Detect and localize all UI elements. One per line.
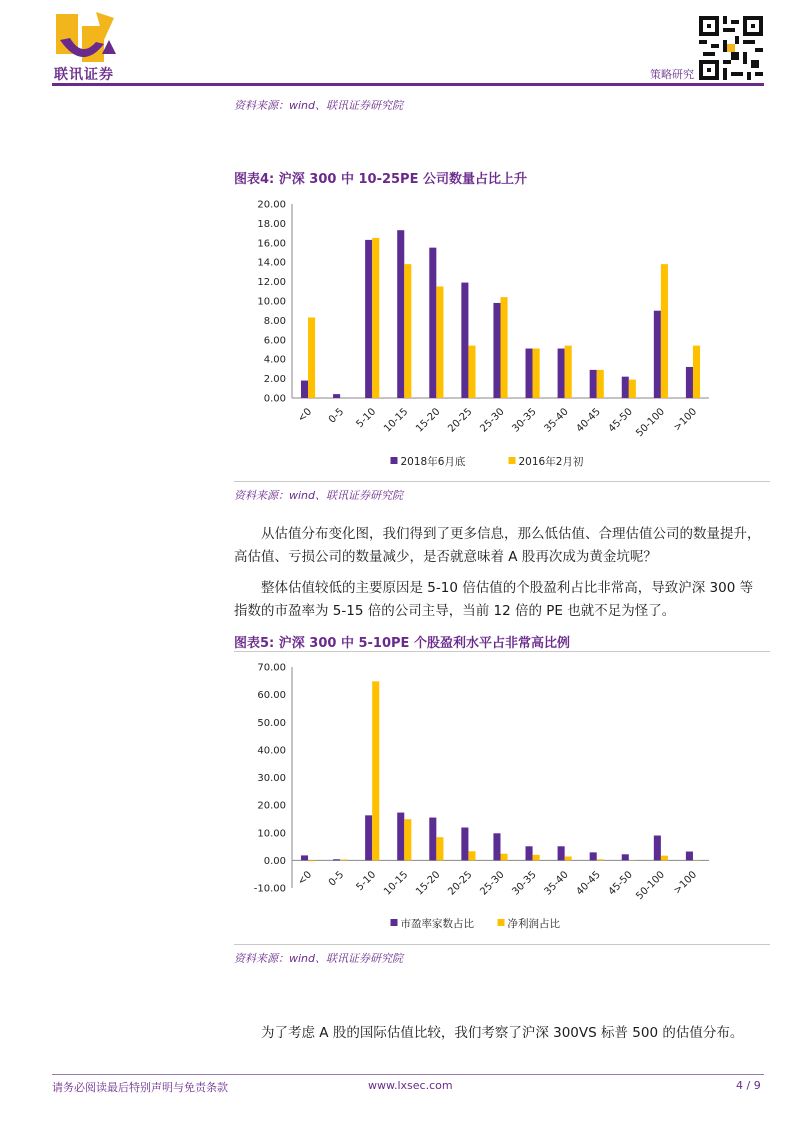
figure-4-title: 图表4: 沪深 300 中 10-25PE 公司数量占比上升	[234, 172, 527, 187]
x-tick-label: 5-10	[354, 406, 379, 431]
x-tick-label: 10-15	[382, 406, 411, 435]
x-tick-label: >100	[671, 406, 700, 434]
bar-series-1	[493, 833, 500, 860]
bar-series-1	[333, 394, 340, 398]
bar-series-2	[436, 286, 443, 398]
bar-series-1	[590, 370, 597, 398]
y-tick-label: 70.00	[257, 662, 286, 674]
paragraph-1: 从估值分布变化图，我们得到了更多信息，那么低估值、合理估值公司的数量提升，高估值、亏损公司的数量减少，是否就意味着 A 股再次成为黄金坑呢？	[234, 526, 761, 565]
bar-series-2	[565, 857, 572, 861]
bar-series-2	[533, 349, 540, 398]
x-tick-label: 10-15	[382, 869, 411, 898]
bar-series-1	[686, 852, 693, 861]
y-tick-label: 40.00	[257, 745, 286, 757]
figure-5-svg	[234, 654, 770, 938]
bar-series-2	[693, 346, 700, 398]
y-tick-label: 50.00	[257, 717, 286, 729]
footer-page-number: 4 / 9	[736, 1079, 761, 1092]
y-tick-label: 12.00	[257, 277, 286, 289]
footer-divider	[52, 1074, 764, 1075]
bar-series-1	[461, 828, 468, 861]
y-tick-label: 30.00	[257, 773, 286, 784]
x-tick-label: 5-10	[354, 869, 379, 894]
legend-label: 市盈率家数占比	[400, 918, 474, 930]
legend-label: 2016年2月初	[518, 456, 584, 468]
legend-label: 2018年6月底	[400, 456, 466, 468]
x-tick-label: 20-25	[446, 406, 475, 435]
bar-series-1	[397, 230, 404, 398]
bar-series-2	[308, 317, 315, 398]
bar-series-2	[629, 380, 636, 398]
y-tick-label: 10.00	[257, 296, 286, 308]
bar-series-2	[404, 819, 411, 860]
x-tick-label: 0-5	[326, 869, 347, 889]
bar-series-2	[661, 264, 668, 398]
bar-series-2	[436, 837, 443, 860]
legend-swatch	[391, 457, 398, 464]
bar-series-1	[397, 813, 404, 861]
figure-4-chart	[234, 188, 770, 482]
bar-series-1	[493, 303, 500, 398]
bar-series-2	[372, 681, 379, 860]
bar-series-2	[565, 346, 572, 398]
x-tick-label: <0	[295, 869, 315, 888]
x-tick-label: 35-40	[542, 869, 571, 898]
bar-series-1	[654, 311, 661, 398]
figure-5-source: 资料来源：wind、联讯证券研究院	[234, 952, 404, 965]
figure-4-divider	[234, 481, 770, 482]
figure-5-chart	[234, 654, 770, 942]
bar-series-2	[404, 264, 411, 398]
bar-series-1	[429, 818, 436, 861]
x-tick-label: 50-100	[634, 406, 668, 440]
bar-series-1	[301, 381, 308, 398]
bar-series-2	[661, 856, 668, 861]
y-tick-label: 6.00	[263, 335, 286, 347]
legend-swatch	[498, 919, 505, 926]
bar-series-1	[526, 846, 533, 860]
bar-series-2	[372, 238, 379, 398]
bar-series-2	[468, 346, 475, 398]
x-tick-label: 30-35	[510, 406, 539, 435]
figure-5-title: 图表5: 沪深 300 中 5-10PE 个股盈利水平占非常高比例	[234, 636, 570, 651]
figure-5-title-divider	[234, 651, 770, 652]
bar-series-1	[654, 836, 661, 861]
x-tick-label: >100	[671, 869, 700, 897]
footer-url[interactable]: www.lxsec.com	[368, 1079, 453, 1092]
bar-series-2	[308, 860, 315, 861]
y-tick-label: 2.00	[263, 374, 286, 386]
x-tick-label: 40-45	[574, 406, 603, 435]
y-tick-label: 8.00	[263, 315, 286, 327]
bar-series-1	[429, 248, 436, 398]
logo-text: 联讯证券	[54, 67, 114, 83]
bar-series-1	[365, 240, 372, 398]
bar-series-1	[461, 283, 468, 398]
bar-series-1	[622, 377, 629, 398]
y-tick-label: 0.00	[263, 393, 286, 405]
bar-series-2	[468, 851, 475, 860]
x-tick-label: <0	[295, 406, 315, 425]
x-tick-label: 15-20	[414, 869, 443, 898]
bar-series-2	[597, 370, 604, 398]
y-tick-label: 10.00	[257, 828, 286, 840]
x-tick-label: 25-30	[478, 406, 507, 435]
figure-4-svg	[234, 188, 770, 478]
bar-series-2	[501, 854, 508, 861]
x-tick-label: 15-20	[414, 406, 443, 435]
x-tick-label: 0-5	[326, 406, 347, 426]
bar-series-1	[365, 815, 372, 860]
figure-4-source: 资料来源：wind、联讯证券研究院	[234, 489, 404, 502]
header-divider	[52, 83, 764, 86]
y-tick-label: 16.00	[257, 238, 286, 250]
bar-series-1	[558, 846, 565, 860]
y-tick-label: 20.00	[257, 199, 286, 211]
y-tick-label: 4.00	[263, 354, 286, 366]
source-note-top: 资料来源：wind、联讯证券研究院	[234, 99, 404, 112]
bar-series-1	[686, 367, 693, 398]
y-tick-label: 18.00	[257, 218, 286, 230]
bar-series-2	[533, 855, 540, 861]
bar-series-2	[597, 859, 604, 860]
bar-series-1	[333, 859, 340, 860]
x-tick-label: 50-100	[634, 869, 668, 903]
section-label: 策略研究	[650, 68, 694, 81]
y-tick-label: 60.00	[257, 690, 286, 702]
bar-series-1	[301, 855, 308, 860]
bar-series-1	[558, 349, 565, 398]
x-tick-label: 40-45	[574, 869, 603, 898]
legend-swatch	[509, 457, 516, 464]
y-tick-label: 20.00	[257, 800, 286, 812]
figure-5-divider	[234, 944, 770, 945]
legend-label: 净利润占比	[507, 918, 560, 930]
x-tick-label: 45-50	[606, 406, 635, 435]
y-tick-label: 14.00	[257, 257, 286, 269]
bar-series-2	[501, 297, 508, 398]
footer-disclaimer: 请务必阅读最后特别声明与免责条款	[52, 1081, 228, 1094]
bar-series-1	[590, 852, 597, 860]
qr-code-icon	[699, 16, 763, 80]
x-tick-label: 20-25	[446, 869, 475, 898]
bar-series-1	[526, 349, 533, 398]
x-tick-label: 35-40	[542, 406, 571, 435]
x-tick-label: 30-35	[510, 869, 539, 898]
paragraph-2: 整体估值较低的主要原因是 5-10 倍估值的个股盈利占比非常高，导致沪深 300 等指数的市盈率为 5-15 倍的公司主导，当前 12 倍的 PE 也就不足为怪了。	[234, 580, 754, 619]
legend-swatch	[391, 919, 398, 926]
y-tick-label: 0.00	[263, 855, 286, 867]
x-tick-label: 25-30	[478, 869, 507, 898]
paragraph-3: 为了考虑 A 股的国际估值比较，我们考察了沪深 300VS 标普 500 的估值分布。	[261, 1025, 744, 1041]
x-tick-label: 45-50	[606, 869, 635, 898]
bar-series-1	[622, 854, 629, 860]
y-tick-label: -10.00	[253, 883, 286, 895]
bar-series-2	[340, 860, 347, 861]
